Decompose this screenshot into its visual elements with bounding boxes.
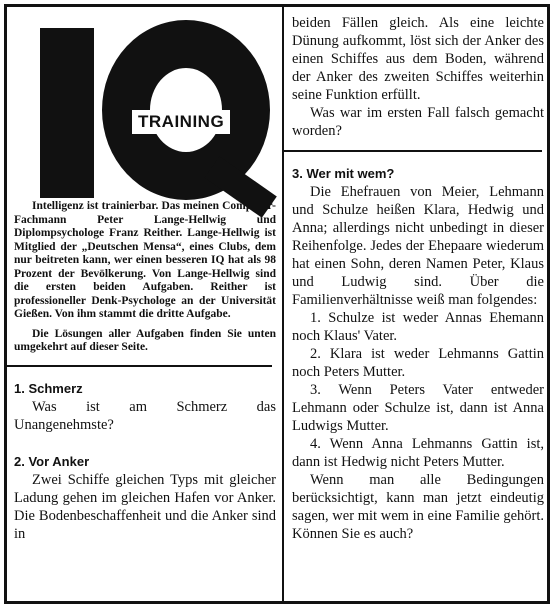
- logo-letter-i: [40, 28, 94, 198]
- task3-clue: 2. Klara ist weder Lehmanns Gattin noch Peters Mutter.: [292, 346, 544, 380]
- task2-text-left: Zwei Schiffe gleichen Typs mit gleicher Ladung gehen im gleichen Hafen vor Anker. Die Bodenbeschaffenheit und die Anker sind in: [14, 471, 276, 542]
- task1-text: Was ist am Schmerz das Unangenehmste?: [14, 398, 276, 433]
- right-column: [292, 14, 544, 543]
- task3-closing: Wenn man alle Bedingungen berücksichtigt, kann man jetzt eindeutig sagen, wer mit wem in eine Familie gehört. Können Sie es auch?: [292, 472, 544, 542]
- task3-clue: 1. Schulze ist weder Annas Ehemann noch Klaus' Vater.: [292, 310, 544, 344]
- iq-logo: [14, 14, 276, 200]
- intro-paragraph: Intelligenz ist trainierbar. Das meinen Computer-Fachmann Peter Lange-Hellwig und Diplompsychologe Franz Reither. Lange-Hellwig ist Mitglied der „Deutschen Mensa“, eines Clubs, dem nur beitreten kann, wer einen besseren IQ hat als 98 Prozent der Bevölkerung. Von Lange-Hellwig sind die ersten beiden Aufgaben. Reither ist professioneller Denk-Psychologe an der Universität Gießen. Von ihm stammt die dritte Aufgabe.: [14, 200, 276, 320]
- task2-heading: 2. Vor Anker: [14, 453, 90, 469]
- solutions-note: Die Lösungen aller Aufgaben finden Sie unten umgekehrt auf dieser Seite.: [14, 327, 276, 353]
- logo-training-label: TRAINING: [132, 110, 230, 134]
- task2-text-right: beiden Fällen gleich. Als eine leichte Dünung aufkommt, löst sich der Anker des einen Schiffes aus dem Boden, während der Anker des zweiten Schiffes weiterhin seine Funktion erfüllt.: [292, 15, 544, 103]
- left-column: [14, 14, 276, 543]
- column-divider: [282, 4, 284, 604]
- task1-heading: 1. Schmerz: [14, 380, 83, 396]
- task3-heading: 3. Wer mit wem?: [292, 166, 395, 181]
- task3-clue: 4. Wenn Anna Lehmanns Gattin ist, dann ist Hedwig nicht Peters Mutter.: [292, 436, 544, 470]
- task2-question: Was war im ersten Fall falsch gemacht worden?: [292, 105, 544, 139]
- section-rule-right: [284, 150, 542, 152]
- section-rule: [4, 365, 272, 367]
- task3-clue: 3. Wenn Peters Vater entweder Lehmann oder Schulze ist, dann ist Anna Ludwigs Mutter.: [292, 382, 544, 434]
- task3-intro: Die Ehefrauen von Meier, Lehmann und Schulze heißen Klara, Hedwig und Anna; allerdings nicht unbedingt in dieser Reihenfolge. Jedes der Ehepaare wiederum hat einen Sohn, deren Namen Peter, Klaus und Ludwig sind. Über die Familienverhältnisse weiß man folgendes:: [292, 184, 544, 308]
